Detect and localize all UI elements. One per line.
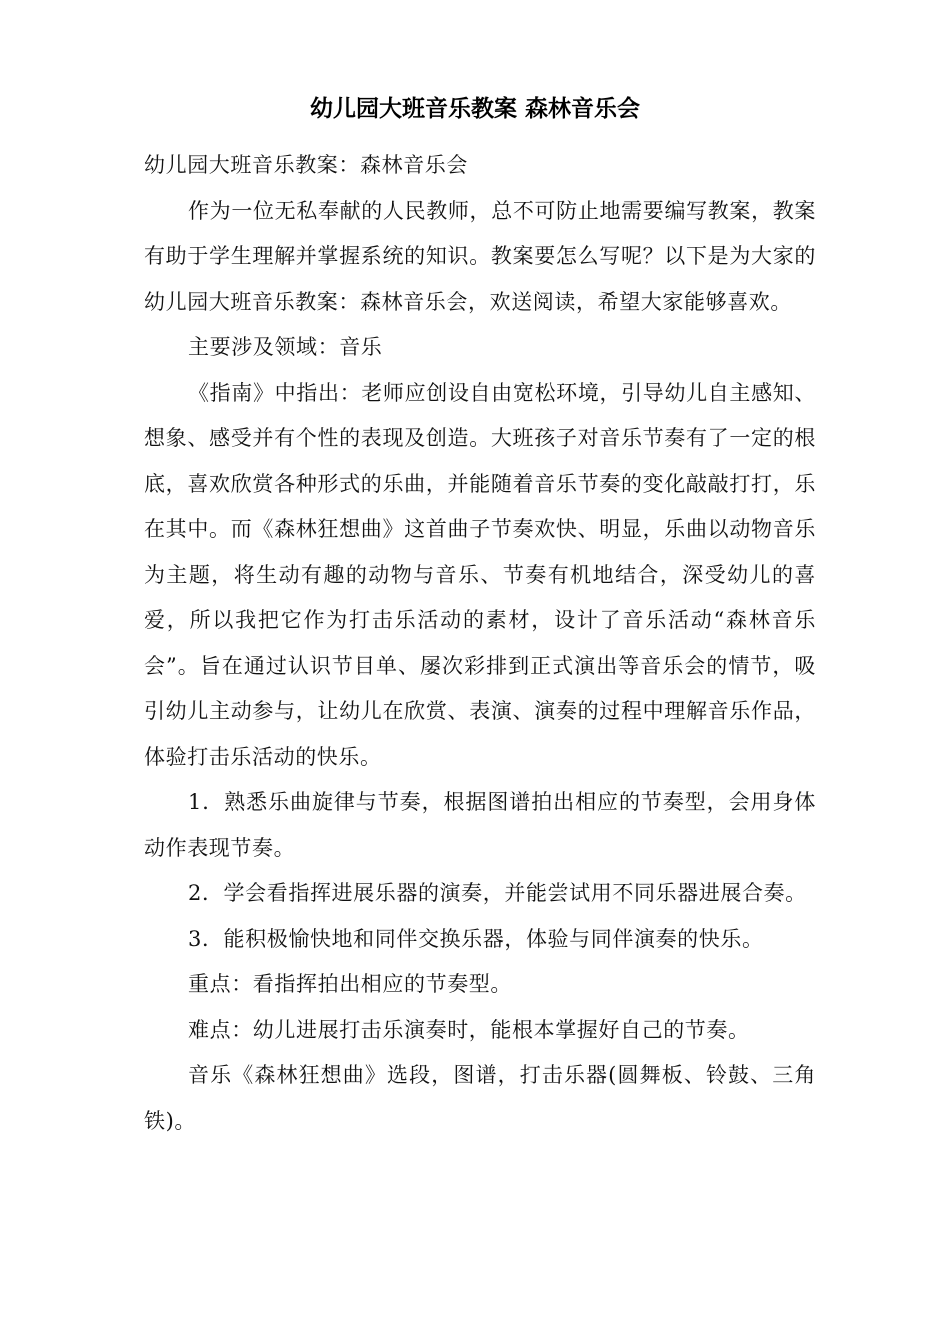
- paragraph-goal-3: 3．能积极愉快地和同伴交换乐器，体验与同伴演奏的快乐。: [188, 926, 764, 951]
- paragraph-goal-1: 1．熟悉乐曲旋律与节奏，根据图谱拍出相应的节奏型，会用身体动作表现节奏。: [144, 790, 816, 860]
- paragraph-domain: 主要涉及领域：音乐: [188, 335, 383, 359]
- paragraph-key-point: 重点：看指挥拍出相应的节奏型。: [188, 972, 512, 996]
- document-title: 幼儿园大班音乐教案 森林音乐会: [309, 96, 640, 122]
- paragraph-subtitle: 幼儿园大班音乐教案：森林音乐会: [144, 153, 468, 177]
- paragraph-intro: 作为一位无私奉献的人民教师，总不可防止地需要编写教案，教案有助于学生理解并掌握系统的知识。教案要怎么写呢？以下是为大家的幼儿园大班音乐教案：森林音乐会，欢送阅读，希望大家能够喜欢。: [144, 198, 816, 314]
- paragraph-goal-2: 2．学会看指挥进展乐器的演奏，并能尝试用不同乐器进展合奏。: [188, 881, 807, 905]
- document-body: [144, 143, 816, 1144]
- paragraph-difficulty: 难点：幼儿进展打击乐演奏时，能根本掌握好自己的节奏。: [188, 1017, 750, 1042]
- paragraph-design-rationale: 《指南》中指出：老师应创设自由宽松环境，引导幼儿自主感知、想象、感受并有个性的表现及创造。大班孩子对音乐节奏有了一定的根底，喜欢欣赏各种形式的乐曲，并能随着音乐节奏的变化敲敲打打，乐在其中。而《森林狂想曲》这首曲子节奏欢快、明显，乐曲以动物音乐为主题，将生动有趣的动物与音乐、节奏有机地结合，深受幼儿的喜爱，所以我把它作为打击乐活动的素材，设计了音乐活动“森林音乐会”。旨在通过认识节目单、屡次彩排到正式演出等音乐会的情节，吸引幼儿主动参与，让幼儿在欣赏、表演、演奏的过程中理解音乐作品，体验打击乐活动的快乐。: [144, 380, 816, 769]
- paragraph-materials: 音乐《森林狂想曲》选段，图谱，打击乐器(圆舞板、铃鼓、三角铁)。: [144, 1063, 816, 1133]
